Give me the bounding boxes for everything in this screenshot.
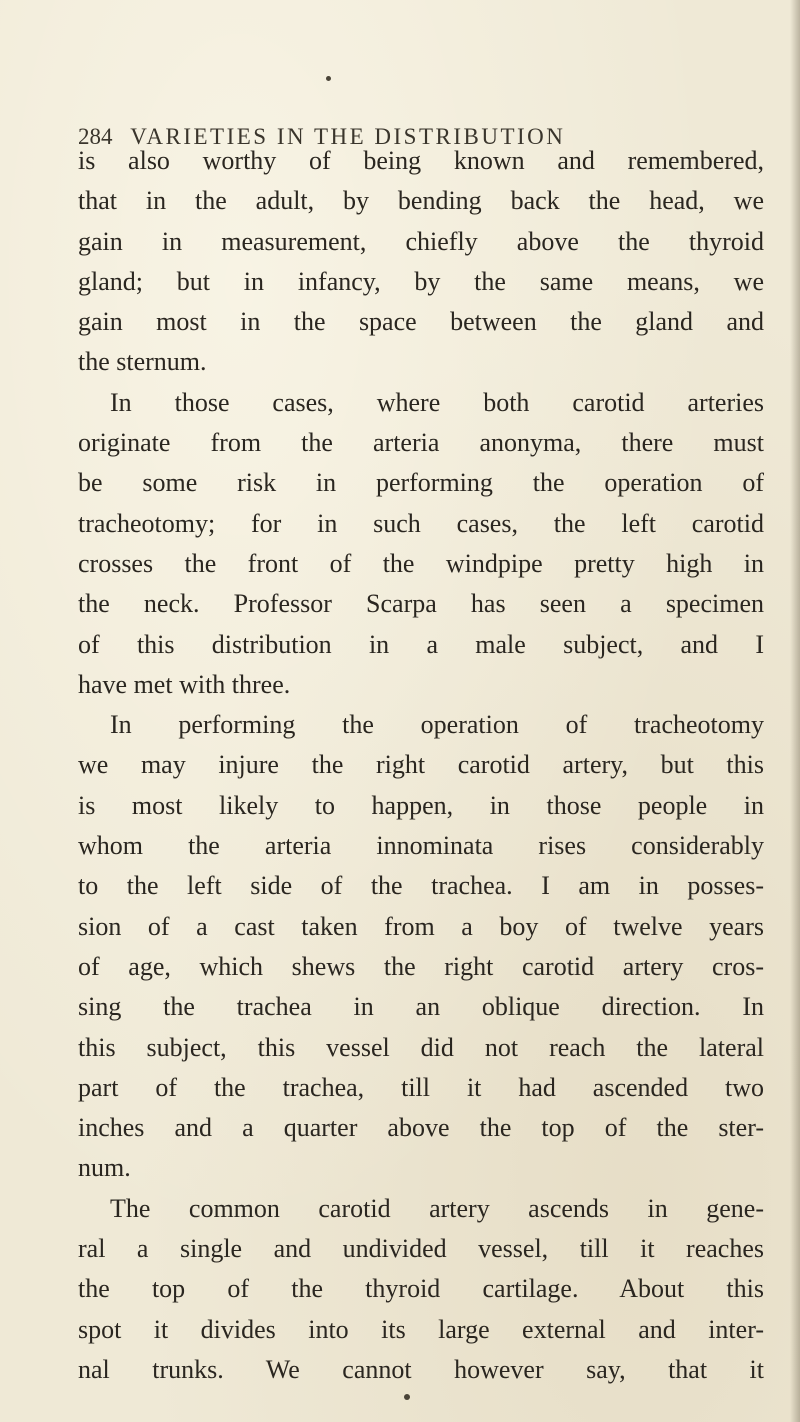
text-line: originate from the arteria anonyma, there must xyxy=(78,428,764,458)
body-text xyxy=(78,141,764,1390)
text-line: crosses the front of the windpipe pretty high in xyxy=(78,548,764,578)
text-line: is also worthy of being known and remembered, xyxy=(78,146,764,175)
text-line: inches and a quarter above the top of the ster- xyxy=(78,1113,764,1143)
print-speck xyxy=(404,1394,410,1400)
text-line: gland; but in infancy, by the same means, we xyxy=(78,266,764,296)
text-line: part of the trachea, till it had ascended two xyxy=(78,1072,764,1102)
paragraph-start-line: In performing the operation of tracheotomy xyxy=(110,710,764,740)
text-line: the sternum. xyxy=(78,347,207,377)
text-line: to the left side of the trachea. I am in posses- xyxy=(78,871,764,901)
text-line: tracheotomy; for in such cases, the left carotid xyxy=(78,508,764,538)
text-line: this subject, this vessel did not reach the lateral xyxy=(78,1032,764,1062)
text-line: gain in measurement, chiefly above the thyroid xyxy=(78,226,764,256)
text-line: ral a single and undivided vessel, till it reaches xyxy=(78,1234,764,1264)
page-number: 284 xyxy=(78,124,113,149)
paragraph-start-line: The common carotid artery ascends in gene- xyxy=(110,1193,764,1223)
text-line: be some risk in performing the operation of xyxy=(78,468,764,498)
text-line: that in the adult, by bending back the head, we xyxy=(78,186,764,216)
text-line: sion of a cast taken from a boy of twelve years xyxy=(78,911,764,941)
paragraph-start-line: In those cases, where both carotid arteries xyxy=(110,387,764,417)
text-line: whom the arteria innominata rises considerably xyxy=(78,831,764,861)
text-line: of age, which shews the right carotid artery cros- xyxy=(78,951,764,981)
text-line: sing the trachea in an oblique direction. In xyxy=(78,992,764,1022)
text-line: we may injure the right carotid artery, but this xyxy=(78,750,764,780)
page-edge-shadow xyxy=(790,0,800,1422)
running-title: VARIETIES IN THE DISTRIBUTION xyxy=(130,124,566,149)
text-line: num. xyxy=(78,1153,131,1183)
text-line: gain most in the space between the gland and xyxy=(78,307,764,337)
text-line: spot it divides into its large external and inter- xyxy=(78,1314,764,1344)
print-speck xyxy=(326,76,331,81)
text-line: the neck. Professor Scarpa has seen a specimen xyxy=(78,589,764,619)
text-line: the top of the thyroid cartilage. About this xyxy=(78,1274,764,1304)
text-line: nal trunks. We cannot however say, that it xyxy=(78,1354,764,1384)
text-line: of this distribution in a male subject, and I xyxy=(78,629,764,659)
text-line: have met with three. xyxy=(78,669,291,699)
text-line: is most likely to happen, in those people in xyxy=(78,790,764,820)
